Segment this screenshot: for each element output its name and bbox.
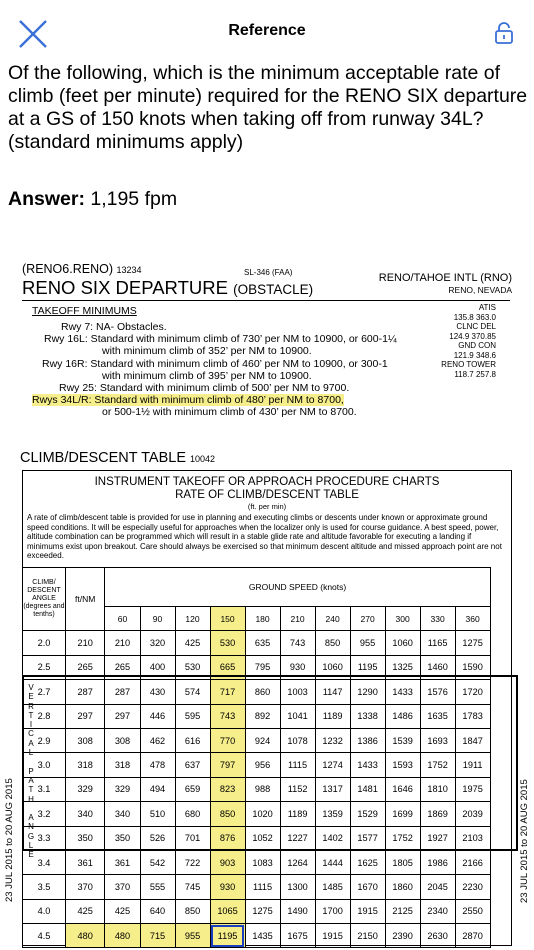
table-cell: 574 bbox=[175, 680, 210, 704]
table-cell: 680 bbox=[175, 802, 210, 826]
table-cell: 1625 bbox=[350, 850, 385, 874]
table-cell: 3.2 bbox=[23, 802, 66, 826]
table-cell: 542 bbox=[140, 850, 175, 874]
table-cell: 924 bbox=[245, 728, 280, 752]
table-cell: 1275 bbox=[245, 899, 280, 923]
table-cell: 494 bbox=[140, 777, 175, 801]
table-cell: 1485 bbox=[315, 875, 350, 899]
header-angle: CLIMB/ DESCENT ANGLE (degrees and tenths) bbox=[23, 568, 66, 631]
table-cell: 2340 bbox=[420, 899, 455, 923]
table-cell: 478 bbox=[140, 753, 175, 777]
takeoff-line: Rwy 25: Standard with minimum climb of 500’ per NM to 9700. bbox=[59, 382, 350, 395]
chart-airport: RENO/TAHOE INTL (RNO) RENO, NEVADA bbox=[378, 272, 512, 295]
table-cell: 892 bbox=[245, 704, 280, 728]
table-cell: 3.1 bbox=[23, 777, 66, 801]
table-cell: 2230 bbox=[455, 875, 490, 899]
table-cell: 318 bbox=[105, 753, 140, 777]
header-ground-speed: GROUND SPEED (knots) bbox=[105, 568, 490, 607]
table-cell: 1435 bbox=[245, 924, 280, 948]
table-cell: 1670 bbox=[350, 875, 385, 899]
table-cell: 1290 bbox=[350, 680, 385, 704]
climb-descent-table bbox=[22, 470, 512, 946]
table-cell: 308 bbox=[105, 728, 140, 752]
table-cell: 480 bbox=[105, 924, 140, 948]
table-cell: 1300 bbox=[280, 875, 315, 899]
table-cell: 823 bbox=[210, 777, 245, 801]
takeoff-line: or 500-1½ with minimum climb of 430’ per NM to 8700. bbox=[102, 406, 357, 419]
table-cell: 1402 bbox=[315, 826, 350, 850]
table-row bbox=[23, 777, 491, 801]
table-cell: 1576 bbox=[420, 680, 455, 704]
table-cell: 287 bbox=[105, 680, 140, 704]
table-cell: 2550 bbox=[455, 899, 490, 923]
takeoff-line: Rwy 7: NA- Obstacles. bbox=[61, 321, 167, 333]
frequencies: ATIS 135.8 363.0 CLNC DEL 124.9 370.85 GND CON 121.9 348.6 RENO TOWER 118.7 257.8 bbox=[441, 303, 496, 379]
table-cell: 1752 bbox=[385, 826, 420, 850]
table-cell: 956 bbox=[245, 753, 280, 777]
side-date-right: 23 JUL 2015 to 20 AUG 2015 bbox=[519, 779, 530, 903]
table-cell: 1847 bbox=[455, 728, 490, 752]
table-cell: 1189 bbox=[280, 802, 315, 826]
table-cell: 616 bbox=[175, 728, 210, 752]
table-cell: 595 bbox=[175, 704, 210, 728]
table-cell: 2.8 bbox=[23, 704, 66, 728]
table-cell: 425 bbox=[65, 899, 105, 923]
table-cell: 722 bbox=[175, 850, 210, 874]
chart-name: RENO SIX DEPARTURE (OBSTACLE) bbox=[22, 277, 314, 298]
table-cell: 340 bbox=[105, 802, 140, 826]
answer-value: 1,195 fpm bbox=[90, 188, 178, 210]
table-cell: 1783 bbox=[455, 704, 490, 728]
table-cell: 665 bbox=[210, 655, 245, 679]
table-cell: 1810 bbox=[420, 777, 455, 801]
table-cell: 2166 bbox=[455, 850, 490, 874]
table-cell: 3.0 bbox=[23, 753, 66, 777]
table-cell: 361 bbox=[65, 850, 105, 874]
table-cell: 903 bbox=[210, 850, 245, 874]
table-cell: 1915 bbox=[350, 899, 385, 923]
table-cell: 850 bbox=[210, 802, 245, 826]
table-cell: 462 bbox=[140, 728, 175, 752]
chart-sl: SL-346 (FAA) bbox=[244, 268, 293, 277]
table-cell: 1274 bbox=[315, 753, 350, 777]
takeoff-line: Rwy 16R: Standard with minimum climb of 460’ per NM to 10900, or 300-1 bbox=[42, 357, 388, 370]
table-cell: 743 bbox=[210, 704, 245, 728]
table-cell: 1195 bbox=[350, 655, 385, 679]
table-row bbox=[23, 875, 491, 899]
table-cell: 370 bbox=[65, 875, 105, 899]
speed-header: 180 bbox=[245, 607, 280, 631]
table-cell: 795 bbox=[245, 655, 280, 679]
answer-label: Answer: bbox=[8, 188, 85, 210]
table-cell: 1359 bbox=[315, 802, 350, 826]
table-heading: CLIMB/DESCENT TABLE 10042 bbox=[20, 450, 216, 466]
table-cell: 370 bbox=[105, 875, 140, 899]
table-cell: 1481 bbox=[350, 777, 385, 801]
table-cell: 425 bbox=[105, 899, 140, 923]
table-cell: 850 bbox=[175, 899, 210, 923]
table-cell: 555 bbox=[140, 875, 175, 899]
table-cell: 1577 bbox=[350, 826, 385, 850]
table-cell: 1700 bbox=[315, 899, 350, 923]
vertical-path-label: V E R T I C A L P A T H A N G L E bbox=[27, 683, 35, 860]
table-cell: 743 bbox=[280, 631, 315, 655]
rate-grid bbox=[22, 567, 491, 948]
table-cell: 430 bbox=[140, 680, 175, 704]
table-cell: 1386 bbox=[350, 728, 385, 752]
table-cell: 510 bbox=[140, 802, 175, 826]
speed-header: 270 bbox=[350, 607, 385, 631]
table-unit: (ft. per min) bbox=[247, 502, 287, 511]
table-cell: 876 bbox=[210, 826, 245, 850]
table-cell: 1693 bbox=[420, 728, 455, 752]
table-cell: 1227 bbox=[280, 826, 315, 850]
speed-header: 330 bbox=[420, 607, 455, 631]
table-cell: 340 bbox=[65, 802, 105, 826]
table-row bbox=[23, 753, 491, 777]
table-cell: 930 bbox=[210, 875, 245, 899]
table-row bbox=[23, 631, 491, 655]
speed-header: 210 bbox=[280, 607, 315, 631]
table-cell: 635 bbox=[245, 631, 280, 655]
table-row bbox=[23, 728, 491, 752]
speed-header: 150 bbox=[210, 607, 245, 631]
table-cell: 2630 bbox=[420, 924, 455, 948]
table-cell: 1041 bbox=[280, 704, 315, 728]
takeoff-minimums-box bbox=[22, 300, 510, 429]
table-cell: 955 bbox=[175, 924, 210, 948]
table-cell: 2125 bbox=[385, 899, 420, 923]
table-row bbox=[23, 826, 491, 850]
table-cell: 329 bbox=[105, 777, 140, 801]
table-cell: 659 bbox=[175, 777, 210, 801]
table-cell: 1052 bbox=[245, 826, 280, 850]
table-cell: 480 bbox=[65, 924, 105, 948]
table-cell: 1529 bbox=[350, 802, 385, 826]
table-title: INSTRUMENT TAKEOFF OR APPROACH PROCEDURE CHARTS RATE OF CLIMB/DESCENT TABLE bbox=[94, 476, 440, 501]
table-cell: 850 bbox=[315, 631, 350, 655]
table-cell: 2.7 bbox=[23, 680, 66, 704]
lock-icon[interactable] bbox=[493, 21, 515, 45]
table-cell: 640 bbox=[140, 899, 175, 923]
table-row bbox=[23, 899, 491, 923]
answer-line bbox=[8, 188, 177, 211]
table-cell: 2045 bbox=[420, 875, 455, 899]
table-cell: 715 bbox=[140, 924, 175, 948]
table-cell: 3.3 bbox=[23, 826, 66, 850]
table-cell: 1911 bbox=[455, 753, 490, 777]
table-cell: 2150 bbox=[350, 924, 385, 948]
table-cell: 1020 bbox=[245, 802, 280, 826]
table-cell: 1635 bbox=[420, 704, 455, 728]
table-cell: 308 bbox=[65, 728, 105, 752]
table-cell: 3.4 bbox=[23, 850, 66, 874]
table-cell: 1232 bbox=[315, 728, 350, 752]
table-cell: 350 bbox=[105, 826, 140, 850]
table-cell: 329 bbox=[65, 777, 105, 801]
side-date-left: 23 JUL 2015 to 20 AUG 2015 bbox=[4, 778, 15, 902]
table-cell: 1490 bbox=[280, 899, 315, 923]
speed-header: 60 bbox=[105, 607, 140, 631]
table-row bbox=[23, 655, 491, 679]
table-cell: 1805 bbox=[385, 850, 420, 874]
speed-header: 360 bbox=[455, 607, 490, 631]
table-cell: 318 bbox=[65, 753, 105, 777]
table-cell: 1752 bbox=[420, 753, 455, 777]
table-cell: 988 bbox=[245, 777, 280, 801]
table-cell: 265 bbox=[105, 655, 140, 679]
table-cell: 297 bbox=[65, 704, 105, 728]
table-cell: 1065 bbox=[210, 899, 245, 923]
speed-header: 300 bbox=[385, 607, 420, 631]
table-cell: 1115 bbox=[245, 875, 280, 899]
table-cell: 400 bbox=[140, 655, 175, 679]
table-cell: 860 bbox=[245, 680, 280, 704]
table-cell: 930 bbox=[280, 655, 315, 679]
table-cell: 1444 bbox=[315, 850, 350, 874]
table-cell: 1986 bbox=[420, 850, 455, 874]
table-cell: 265 bbox=[65, 655, 105, 679]
table-description: A rate of climb/descent table is provided for use in planning and executing climbs or descents under known or approximate ground speed conditions. It will be especially useful for approaches when the localizer only is used for course guidance. A best speed, power, altitude combination can be programmed which will result in a stable glide rate and altitude favorable for executing a landing if minimums exist upon breakout. Care should always be exercised so that minimum descent altitude and missed approach point are not exceeded. bbox=[27, 513, 502, 561]
table-cell: 1539 bbox=[385, 728, 420, 752]
top-bar bbox=[0, 0, 534, 62]
table-cell: 526 bbox=[140, 826, 175, 850]
speed-header: 120 bbox=[175, 607, 210, 631]
table-cell: 1720 bbox=[455, 680, 490, 704]
table-row bbox=[23, 680, 491, 704]
takeoff-line: Rwy 16L: Standard with minimum climb of 730’ per NM to 10900, or 600-1¼ bbox=[44, 333, 397, 346]
table-cell: 1699 bbox=[385, 802, 420, 826]
question-text: Of the following, which is the minimum acceptable rate of climb (feet per minute) required for the RENO SIX departure at a GS of 150 knots when taking off from runway 34L? (standard minimums apply) bbox=[8, 62, 528, 153]
table-cell: 701 bbox=[175, 826, 210, 850]
table-cell: 1003 bbox=[280, 680, 315, 704]
table-cell: 1078 bbox=[280, 728, 315, 752]
table-cell: 1083 bbox=[245, 850, 280, 874]
table-cell: 3.5 bbox=[23, 875, 66, 899]
table-cell: 2.9 bbox=[23, 728, 66, 752]
table-cell: 1646 bbox=[385, 777, 420, 801]
table-cell: 745 bbox=[175, 875, 210, 899]
speed-header: 90 bbox=[140, 607, 175, 631]
table-cell: 1264 bbox=[280, 850, 315, 874]
table-cell: 770 bbox=[210, 728, 245, 752]
table-cell: 2039 bbox=[455, 802, 490, 826]
table-cell: 1860 bbox=[385, 875, 420, 899]
table-cell: 2.0 bbox=[23, 631, 66, 655]
table-cell: 530 bbox=[175, 655, 210, 679]
table-cell: 320 bbox=[140, 631, 175, 655]
table-cell: 1460 bbox=[420, 655, 455, 679]
table-cell: 1152 bbox=[280, 777, 315, 801]
reference-figure bbox=[18, 258, 516, 950]
table-cell: 210 bbox=[105, 631, 140, 655]
table-row bbox=[23, 802, 491, 826]
table-cell: 1165 bbox=[420, 631, 455, 655]
table-cell: 1147 bbox=[315, 680, 350, 704]
table-cell: 297 bbox=[105, 704, 140, 728]
takeoff-line: with minimum climb of 395’ per NM to 10900. bbox=[102, 369, 312, 382]
table-cell: 361 bbox=[105, 850, 140, 874]
table-cell: 1486 bbox=[385, 704, 420, 728]
table-cell: 2390 bbox=[385, 924, 420, 948]
header-ftnm: ft/NM bbox=[65, 568, 105, 631]
table-cell: 1317 bbox=[315, 777, 350, 801]
table-cell: 2103 bbox=[455, 826, 490, 850]
table-cell: 955 bbox=[350, 631, 385, 655]
table-row bbox=[23, 850, 491, 874]
table-cell: 1433 bbox=[350, 753, 385, 777]
chart-code: (RENO6.RENO) 13234 bbox=[22, 262, 142, 276]
table-cell: 1915 bbox=[315, 924, 350, 948]
table-cell: 210 bbox=[65, 631, 105, 655]
table-cell: 2.5 bbox=[23, 655, 66, 679]
table-cell: 530 bbox=[210, 631, 245, 655]
table-cell: 4.0 bbox=[23, 899, 66, 923]
page-title: Reference bbox=[228, 22, 306, 39]
table-cell: 1433 bbox=[385, 680, 420, 704]
table-cell: 287 bbox=[65, 680, 105, 704]
table-cell: 1869 bbox=[420, 802, 455, 826]
table-cell: 1975 bbox=[455, 777, 490, 801]
table-cell: 637 bbox=[175, 753, 210, 777]
takeoff-heading: TAKEOFF MINIMUMS bbox=[32, 305, 137, 317]
table-cell: 797 bbox=[210, 753, 245, 777]
table-cell: 1275 bbox=[455, 631, 490, 655]
table-cell: 1189 bbox=[315, 704, 350, 728]
table-cell: 446 bbox=[140, 704, 175, 728]
takeoff-lines bbox=[32, 321, 422, 419]
table-cell: 1115 bbox=[280, 753, 315, 777]
table-cell: 1593 bbox=[385, 753, 420, 777]
table-row bbox=[23, 704, 491, 728]
takeoff-line: with minimum climb of 352’ per NM to 10900. bbox=[102, 345, 312, 358]
table-cell: 1675 bbox=[280, 924, 315, 948]
table-cell: 717 bbox=[210, 680, 245, 704]
table-cell: 4.5 bbox=[23, 924, 66, 948]
table-row bbox=[23, 924, 491, 948]
table-cell: 2870 bbox=[455, 924, 490, 948]
table-cell: 1060 bbox=[385, 631, 420, 655]
table-cell: 425 bbox=[175, 631, 210, 655]
table-cell: 1325 bbox=[385, 655, 420, 679]
table-cell: 1060 bbox=[315, 655, 350, 679]
speed-header: 240 bbox=[315, 607, 350, 631]
table-cell: 1927 bbox=[420, 826, 455, 850]
takeoff-line-highlight: Rwys 34L/R: Standard with minimum climb of 480’ per NM to 8700, bbox=[32, 394, 344, 407]
table-cell: 1590 bbox=[455, 655, 490, 679]
table-cell: 350 bbox=[65, 826, 105, 850]
table-cell: 1195 bbox=[210, 924, 245, 948]
table-cell: 1338 bbox=[350, 704, 385, 728]
